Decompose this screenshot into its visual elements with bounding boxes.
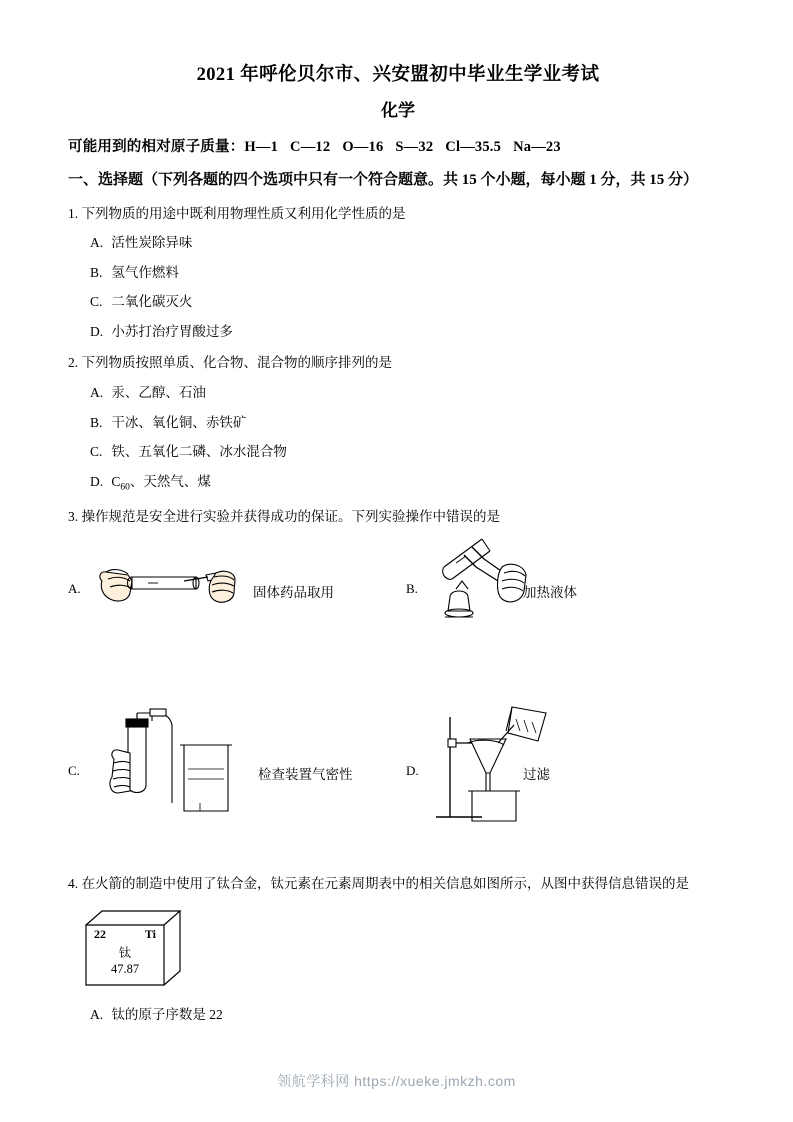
- atomic-mass-na: Na—23: [513, 138, 561, 155]
- question-number: 1.: [68, 205, 79, 221]
- option-text: 小苏打治疗胃酸过多: [111, 323, 233, 339]
- option-text: 铁、五氧化二磷、冰水混合物: [111, 444, 287, 460]
- atomic-mass-s: S—32: [395, 138, 434, 155]
- question-number: 2.: [68, 355, 79, 371]
- element-atomic-number: 22: [94, 926, 106, 941]
- atomic-mass-c: C—12: [290, 138, 331, 155]
- watermark: 领航学科网 https://xueke.jmkzh.com: [277, 1073, 516, 1089]
- question-number: 4.: [68, 876, 79, 892]
- option-text: 二氧化碳灭火: [111, 294, 193, 310]
- question-stem: [68, 873, 728, 895]
- option-label: A.: [90, 385, 104, 401]
- question-text: 在火箭的制造中使用了钛合金，钛元素在元素周期表中的相关信息如图所示，从图中获得信息错误的是: [81, 876, 689, 892]
- atomic-mass-label: 可能用到的相对原子质量：: [68, 138, 245, 155]
- option-label: C.: [90, 294, 103, 310]
- figure-row-top: [68, 533, 728, 713]
- figure-label-b: B.: [406, 581, 418, 597]
- page-content: [68, 62, 728, 1034]
- question-stem: [68, 203, 728, 225]
- option-b[interactable]: [90, 262, 728, 284]
- figure-label-a: A.: [68, 581, 81, 597]
- option-label: B.: [90, 264, 103, 280]
- option-label: D.: [90, 323, 104, 339]
- option-text: 氢气作燃料: [111, 264, 179, 280]
- option-b[interactable]: [90, 412, 728, 434]
- figure-label-c: C.: [68, 763, 80, 779]
- question-text: 下列物质的用途中既利用物理性质又利用化学性质的是: [81, 205, 406, 221]
- option-label: A.: [90, 1006, 104, 1022]
- option-c[interactable]: [90, 441, 728, 463]
- option-label: A.: [90, 235, 104, 251]
- element-relative-mass: 47.87: [110, 961, 140, 976]
- option-a[interactable]: [90, 382, 728, 404]
- option-text: $C_{60}$、天然气、煤: [111, 473, 211, 493]
- element-name: 钛: [118, 945, 132, 960]
- option-label: D.: [90, 473, 104, 489]
- question-text: 操作规范是安全进行实验并获得成功的保证。下列实验操作中错误的是: [81, 508, 500, 524]
- question-stem: [68, 352, 728, 374]
- option-d[interactable]: [90, 471, 728, 496]
- airtightness-check-icon: [92, 707, 252, 825]
- option-text: 活性炭除异味: [111, 235, 193, 251]
- question-stem: [68, 506, 728, 528]
- figure-caption-d: 过滤: [523, 767, 550, 783]
- subscript-60: 60: [120, 482, 130, 493]
- atomic-mass-cl: Cl—35.5: [445, 138, 502, 155]
- option-label: B.: [90, 414, 103, 430]
- figure-label-d: D.: [406, 763, 419, 779]
- page-title: 2021 年呼伦贝尔市、兴安盟初中毕业生学业考试: [196, 65, 600, 85]
- figure-caption-a: 固体药品取用: [253, 585, 334, 601]
- question-text: 下列物质按照单质、化合物、混合物的顺序排列的是: [81, 355, 392, 371]
- option-c[interactable]: [90, 291, 728, 313]
- atomic-mass-line: [68, 135, 728, 156]
- option-a[interactable]: [90, 232, 728, 254]
- option-d[interactable]: [90, 321, 728, 343]
- atomic-mass-o: O—16: [342, 138, 384, 155]
- section-heading-choice: 一、选择题（下列各题的四个选项中只有一个符合题意。共 15 个小题，每小题 1 分，共 15 分）: [68, 171, 699, 188]
- figure-caption-c: 检查装置气密性: [258, 767, 353, 783]
- question-number: 3.: [68, 508, 79, 524]
- option-text: 汞、乙醇、石油: [111, 385, 206, 401]
- atomic-mass-h: H—1: [244, 138, 279, 155]
- subject-title: 化学: [381, 100, 415, 120]
- test-tube-powder-icon: [88, 541, 248, 626]
- figure-row-bottom: [68, 705, 728, 855]
- option-text: 干冰、氧化铜、赤铁矿: [111, 414, 247, 430]
- element-symbol: Ti: [144, 926, 156, 941]
- option-a[interactable]: [90, 1004, 728, 1026]
- figure-caption-b: 加热液体: [523, 585, 577, 601]
- option-text: 钛的原子序数是 22: [111, 1006, 223, 1022]
- option-label: C.: [90, 444, 103, 460]
- element-box-figure: [78, 905, 728, 1000]
